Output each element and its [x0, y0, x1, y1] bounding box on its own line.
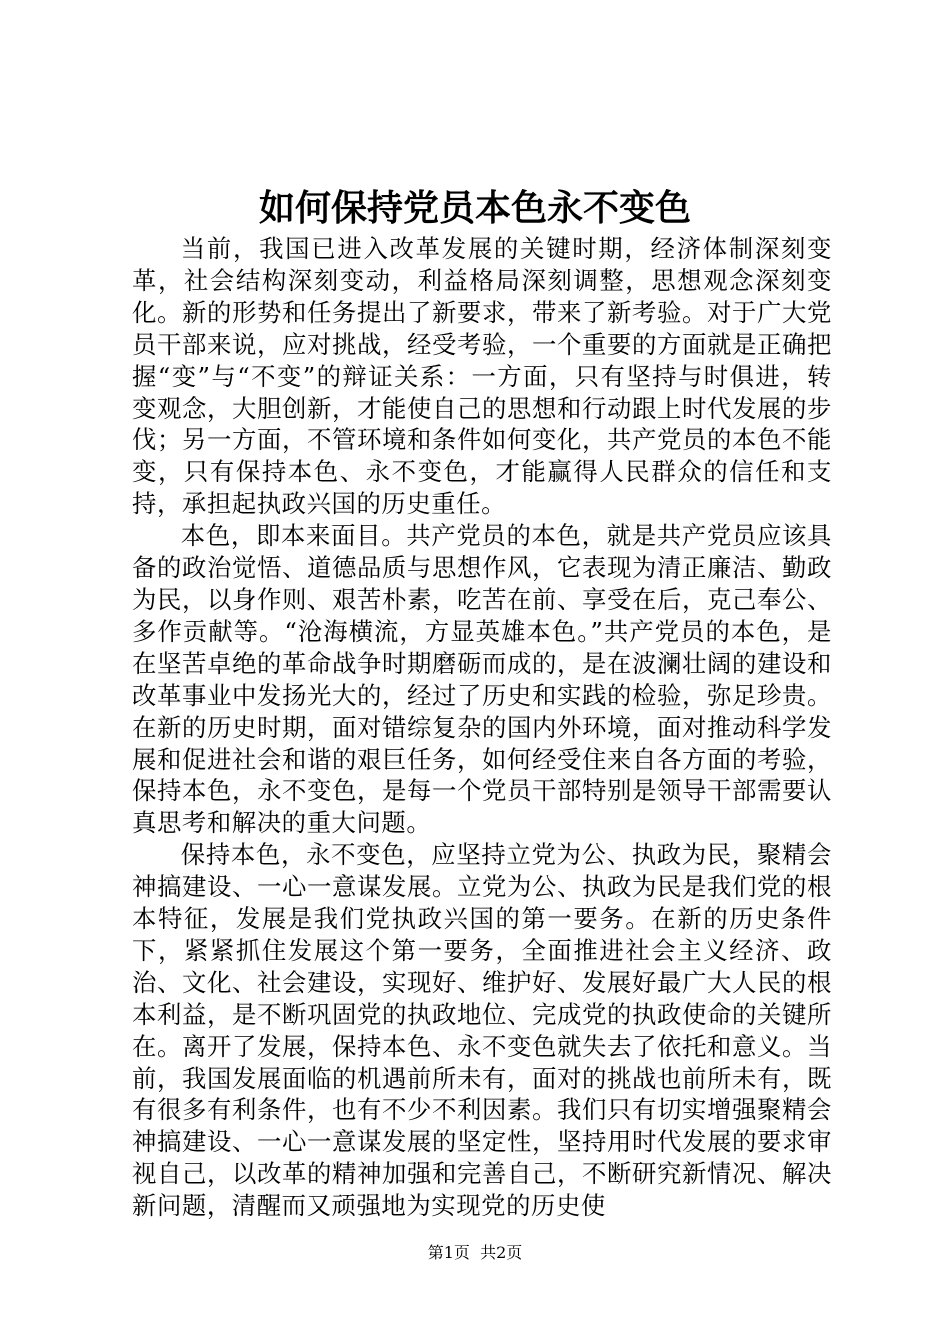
- page-number: 第1页: [427, 1243, 470, 1262]
- total-pages: 共2页: [480, 1243, 523, 1262]
- paragraph-3: 保持本色，永不变色，应坚持立党为公、执政为民，聚精会神搞建设、一心一意谋发展。立党为公、执政为民是我们党的根本特征，发展是我们党执政兴国的第一要务。在新的历史条件下，紧紧抓住发展这个第一要务，全面推进社会主义经济、政治、文化、社会建设，实现好、维护好、发展好最广大人民的根本利益，是不断巩固党的执政地位、完成党的执政使命的关键所在。离开了发展，保持本色、永不变色就失去了依托和意义。当前，我国发展面临的机遇前所未有，面对的挑战也前所未有，既有很多有利条件，也有不少不利因素。我们只有切实增强聚精会神搞建设、一心一意谋发展的坚定性，坚持用时代发展的要求审视自己，以改革的精神加强和完善自己，不断研究新情况、解决新问题，清醒而又顽强地为实现党的历史使: [132, 840, 832, 1221]
- paragraph-1: 当前，我国已进入改革发展的关键时期，经济体制深刻变革，社会结构深刻变动，利益格局深刻调整，思想观念深刻变化。新的形势和任务提出了新要求，带来了新考验。对于广大党员干部来说，应对挑战，经受考验，一个重要的方面就是正确把握“变”与“不变”的辩证关系：一方面，只有坚持与时俱进，转变观念，大胆创新，才能使自己的思想和行动跟上时代发展的步伐；另一方面，不管环境和条件如何变化，共产党员的本色不能变，只有保持本色、永不变色，才能赢得人民群众的信任和支持，承担起执政兴国的历史重任。: [132, 234, 832, 519]
- document-body: [132, 233, 832, 1222]
- paragraph-2: 本色，即本来面目。共产党员的本色，就是共产党员应该具备的政治觉悟、道德品质与思想作风，它表现为清正廉洁、勤政为民，以身作则、艰苦朴素，吃苦在前、享受在后，克己奉公、多作贡献等。“沧海横流，方显英雄本色。”共产党员的本色，是在坚苦卓绝的革命战争时期磨砺而成的，是在波澜壮阔的建设和改革事业中发扬光大的，经过了历史和实践的检验，弥足珍贵。在新的历史时期，面对错综复杂的国内外环境，面对推动科学发展和促进社会和谐的艰巨任务，如何经受住来自各方面的考验，保持本色，永不变色，是每一个党员干部特别是领导干部需要认真思考和解决的重大问题。: [132, 521, 832, 838]
- document-title: 如何保持党员本色永不变色: [258, 187, 691, 229]
- page-footer: [0, 1241, 950, 1265]
